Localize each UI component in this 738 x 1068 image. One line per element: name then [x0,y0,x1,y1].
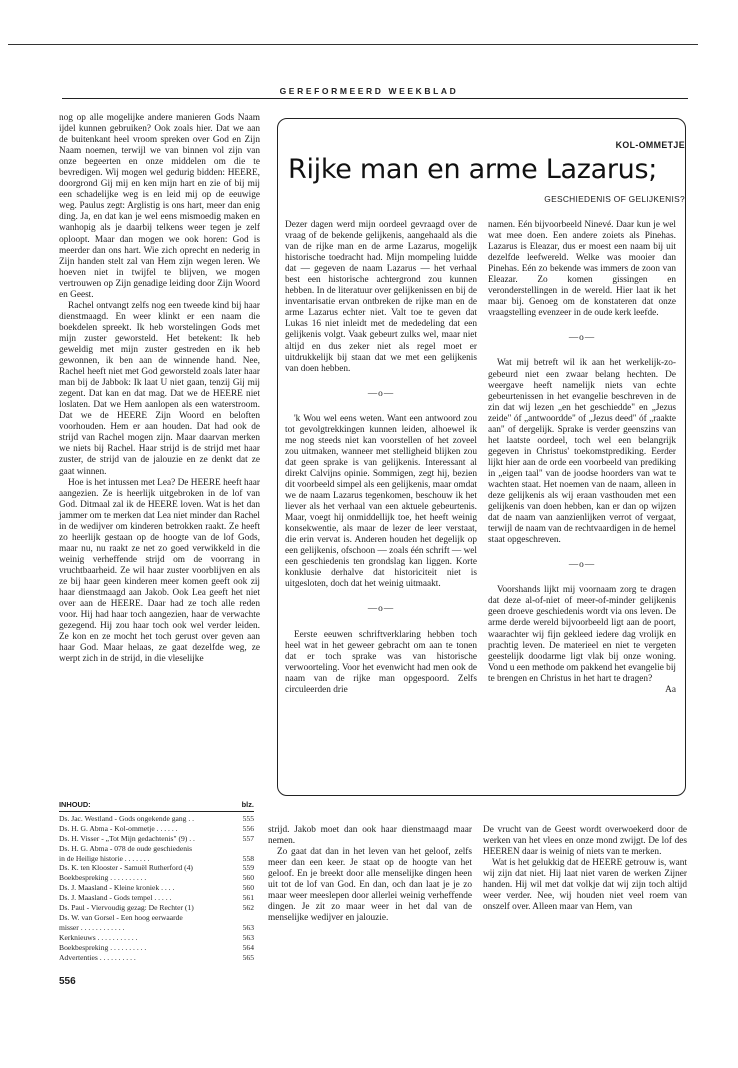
toc-entry: Boekbespreking . . . . . . . . . . [59,942,147,952]
toc-row [59,873,254,883]
journal-header: GEREFORMEERD WEEKBLAD [279,86,459,96]
toc-page: 561 [242,893,254,903]
toc-page: 564 [242,942,254,952]
paragraph: strijd. Jakob moet dan ook haar dienstmaagd maar nemen. [268,825,472,847]
toc-page: 555 [242,813,254,823]
separator: —o— [568,560,596,571]
toc-blz-label: blz. [241,800,254,809]
toc-row [59,933,254,943]
paragraph: Dezer dagen werd mijn oordeel gevraagd over de vraag of de bekende gelijkenis, aangehaald als die van de rijke man en de arme Lazarus, mogelijk historische toedracht had. Mijn mompeling luidde dat — gegeven de naam Lazarus — het verhaal best een historische achtergrond zou kunnen hebben. In de literatuur over gelijkenissen en bij de inventarisatie ervan ontbreken de rijke man en de arme Lazarus echter niet. Valt toe te geven dat Lukas 16 niet inleidt met de mededeling dat een gelijkenis volgt. Vaak gebeurt zulks wel, maar niet altijd en dus zeker niet als regel moet er uitdrukkelijk bij staan dat we met een gelijkenis van doen hebben. [285,220,477,374]
toc-row [59,834,254,844]
toc-row [59,883,254,893]
left-column [59,113,260,665]
toc-entry: Ds. Paul - Viervoudig gezag: De Rechter (1) [59,903,194,913]
toc-page: 560 [242,873,254,883]
toc-entry: Ds. Jac. Westland - Gods ongekende gang . . [59,813,195,823]
toc-entry: Ds. J. Maasland - Gods tempel . . . . . [59,893,172,903]
separator: —o— [367,604,395,615]
toc-entry: Ds. H. G. Abma - 078 de oude geschiedenis [59,843,193,853]
paragraph: Zo gaat dat dan in het leven van het geloof, zelfs meer dan een keer. Je staat op de hoogte van het geloof. En je breekt door alle menselijke dingen heen uit tot de lof van God. En dan, och dan laat je je zo maar weer meeslepen door allerlei weinig verheffende dingen. Je zit zo maar weer in het dal van de menselijke wedijver en jalouzie. [268,847,472,924]
toc-page: 563 [242,932,254,942]
kolommetje-label: KOL-OMMETJE [615,140,685,150]
toc-heading: INHOUD: [59,800,91,809]
toc-row [59,953,254,963]
toc-entry: in de Heilige historie . . . . . . . [59,853,150,863]
toc-entry: Ds. H. G. Abma - Kol-ommetje . . . . . . [59,823,178,833]
top-rule [8,44,698,45]
author-signature: Aa [665,684,676,695]
toc-row [59,903,254,913]
paragraph: Rachel ontvangt zelfs nog een tweede kind bij haar dienstmaagd. En weer klinkt er een naam die boekdelen spreekt. Ik heb worstelingen Gods met mijn zuster geworsteld. Het betekent: Ik heb geweldig met mijn zuster gestreden en ik heb gewonnen, ik ben aan de winnende hand. Nee, Rachel heeft niet met God geworsteld zoals later haar man bij de Jabbok: Ik laat U niet gaan, tenzij Gij mij zegent. Dat kan en dat mag. Dat we de HEERE niet loslaten. Dat we Hem aanlopen als een waterstroom. Dat we de HEERE Zijn Woord en beloften voorhouden. Hem er aan houden. Dat had ook de strijd van Rachel mogen zijn. Maar daarvan merken we niets bij Rachel. Haar strijd is de strijd met haar zuster, de strijd van de jalouzie en ze denkt dat ze gaat winnen. [59,300,260,477]
kolommetje-column-2 [488,220,676,696]
kolommetje-column-1 [285,220,477,696]
separator: —o— [367,388,395,399]
toc-page: 562 [242,903,254,913]
page-number: 556 [59,976,76,987]
paragraph: Voorshands lijkt mij voornaam zorg te dragen dat deze al-of-niet of meer-of-minder gelijkenis geen droeve geschiedenis wordt via ons leven. De arme derde wereld bijvoorbeeld ligt aan de poort, waarachter wij fijn gekleed iedere dag vrolijk en prachtig leven. De materieel en niet te vergeten geestelijk doodarme ligt vlak bij onze woning. Vond u een methode om pakkend het evangelie bij te brengen en Christus in het hart te dragen? [488,585,676,684]
toc-page: 557 [242,833,254,843]
toc-row [59,824,254,834]
toc-page: 560 [242,883,254,893]
toc-entry: misser . . . . . . . . . . . . [59,922,125,932]
paragraph: 'k Wou wel eens weten. Want een antwoord zou tot gevolgtrekkingen kunnen leiden, alhoewel ik me nog steeds niet kan voorstellen of het zoveel zou uitmaken, wanneer met stelligheid blijken zou dat geen sprake is van gelijkenis. Interessant al direkt Calvijns opinie. Sommigen, zegt hij, bezien dit voorbeeld simpel als een gelijkenis, maar omdat we de naam Lazarus tegenkomen, beschouw ik het liever als het verhaal van een aktuele gebeurtenis. Maar, voegt hij onmiddellijk toe, het heeft weinig konsekwentie, als maar de lezer de leer verstaat, die erin vervat is. Anderen houden het degelijk op een gelijkenis, ofschoon — zoals één schrift — wel een geschiedenis ten grondslag kan liggen. Korte konklusie derhalve dat historiciteit niet is uitgesloten, doch dat het weinig uitmaakt. [285,413,477,590]
toc-row [59,844,254,854]
toc-page: 565 [242,952,254,962]
toc-page: 559 [242,863,254,873]
paragraph: Wat mij betreft wil ik aan het werkelijk-zo-gebeurd niet een zwaar belang hechten. De weergave heeft namelijk niets van echte gebeurtenissen in het evangelie beschreven in de zin dat wij lezen „en het geschiedde" en „Jezus zeide" óf „antwoordde" of „Jezus deed" óf „raakte aan" of dergelijk. Sprake is verder geenszins van het laatste oordeel, toch wel een belangrijk gegeven in Christus' toekomstprediking. Eerder lijkt hier aan de orde een voorbeeld van prediking in „eigen taal" van de joodse hoorders van wat te wachten staat. Het noemen van de naam, alleen in deze gelijkenis als wij eraan vasthouden met een gelijkenis van doen hebben, kan er dan op wijzen dat de naam van aanzienlijken verrot of vergaat, terwijl de naam van de rechtvaardigen in de hemel staat opgeschreven. [488,358,676,546]
toc-header [59,800,254,812]
table-of-contents [59,800,254,963]
article-subtitle: GESCHIEDENIS OF GELIJKENIS? [544,194,685,204]
paragraph: nog op alle mogelijke andere manieren Gods Naam ijdel kunnen gebruiken? Ook zoals hier. Dat we aan de buitenkant heel vroom spreken over God en Zijn Naam noemen, terwijl we van binnen vol zijn van onze begeerten en onze middelen om die te bevredigen. Wij mogen wel gedurig bidden: HEERE, doorgrond Gij mij en ken mijn hart en zie of bij mij een schadelijke weg is en leid mij op de eeuwige weg. Paulus zegt: Arglistig is ons hart, meer dan enig ding. Ja, en dat kan je wel eens mismoedig maken en wanhopig als je daarbij telkens weer tegen je zelf oploopt. Maar dan mogen we ook horen: God is meerder dan ons hart. Wie zich oprecht en nederig in Zijn handen stelt zal van Hem zijn wegen leren. We hoeven niet in twijfel te blijven, we mogen vertrouwen op Zijn genadige leiding door Zijn Woord en Geest. [59,113,260,300]
separator: —o— [568,333,596,344]
toc-entry: Ds. H. Visser - „Tot Mijn gedachtenis" (9) . . [59,833,195,843]
toc-page: 558 [242,853,254,863]
toc-entry: Advertenties . . . . . . . . . . [59,952,136,962]
paragraph: Wat is het gelukkig dat de HEERE getrouw is, want wij zijn dat niet. Hij laat niet varen de werken Zijner handen. Hij wil met dat volkje dat wij zijn toch altijd weer verder. Nee, wij houden niet veel roem van onszelf over. Alleen maar van Hem, van [483,858,687,913]
paragraph: Eerste eeuwen schriftverklaring hebben toch heel wat in het geweer gebracht om aan te tonen dat er toch sprake was van historische verwoorteling. Voor het evenwicht had men ook de naam van de rijke man opgespoord. Zelfs circuleerden drie [285,629,477,695]
toc-entry: Ds. K. ten Klooster - Samuël Rutherford (4) [59,863,193,873]
toc-entry: Kerknieuws . . . . . . . . . . . [59,932,138,942]
toc-row [59,943,254,953]
paragraph: Hoe is het intussen met Lea? De HEERE heeft haar aangezien. Ze is heerlijk uitgebroken in de lof van God. Ditmaal zal ik de HEERE loven. Wat is het dan jammer om te merken dat Lea niet minder dan Rachel in de wedijver om kinderen betrokken raakt. Ze heeft zo heerlijk gestaan op de hoogte van de lof Gods, maar nu, nu raakt ze net zo goed verwikkeld in die weinig verheffende strijd om de voorrang in vruchtbaarheid. Ze wil haar zuster voorblijven en als ze bij haar geen kinderen meer komen geeft ook zij haar dienstmaagd aan Jakob. Ook Lea geeft het niet over aan de HEERE. Daar had ze toch alle reden voor. Hij had haar toch aangezien, haar de verwachte gezegend. Hij zou haar toch ook wel verder leiden. Ze kon en ze mocht het toch gerust over geven aan haar God. Maar helaas, ze gaat dezelfde weg, ze werpt zich in de strijd, in die vleselijke [59,477,260,665]
toc-row [59,913,254,923]
paragraph: namen. Eén bijvoorbeeld Ninevé. Daar kun je wel wat mee doen. Een andere zoiets als Pinehas. Lazarus is Eleazar, dus er moest een naam bij uit dezelfde leefwereld. Welke was mooier dan Pinehas. Eén zo bekende was immers de zoon van Eleazar. Zo komen gissingen en veronderstellingen in de wereld. Hier laat ik het maar bij. Genoeg om de konstateren dat onze vraagstelling evenzeer in de oude kerk leefde. [488,220,676,319]
toc-entry: Boekbespreking . . . . . . . . . . [59,873,147,883]
toc-entry: Ds. W. van Gorsel - Een hoog eerwaarde [59,912,183,922]
toc-row [59,923,254,933]
bottom-column-3 [483,825,687,913]
toc-row [59,893,254,903]
toc-row [59,863,254,873]
toc-page: 563 [242,922,254,932]
paragraph: De vrucht van de Geest wordt overwoekerd door de werken van het vlees en onze mond zwijgt. De lof des HEEREN daar is weinig of niets van te merken. [483,825,687,858]
header-rule [62,98,688,99]
article-title: Rijke man en arme Lazarus; [288,154,658,185]
toc-row [59,814,254,824]
toc-page: 556 [242,823,254,833]
toc-row [59,854,254,864]
bottom-column-2 [268,825,472,924]
toc-entry: Ds. J. Maasland - Kleine kroniek . . . . [59,883,175,893]
